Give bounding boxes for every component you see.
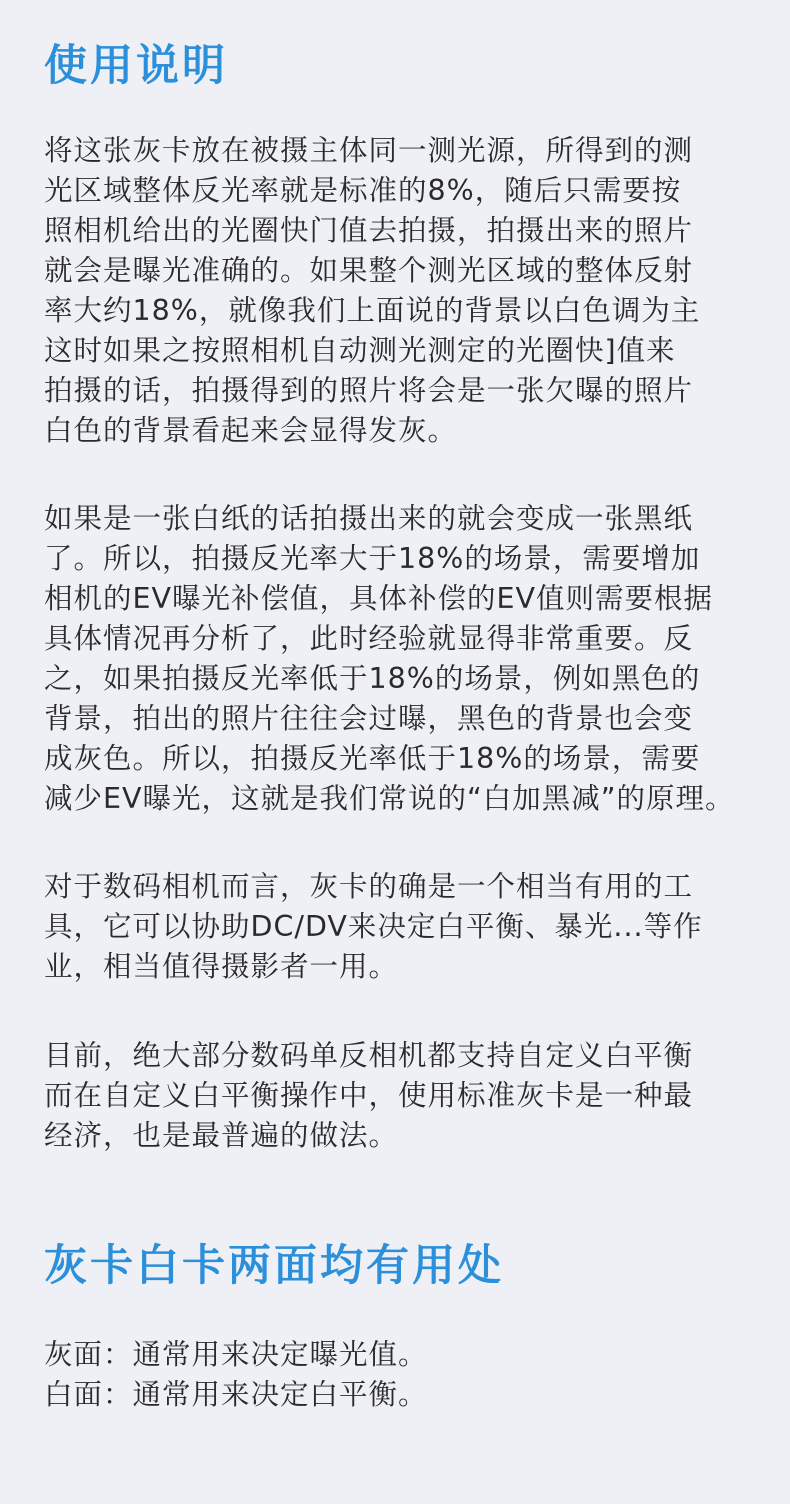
text-line: 照相机给出的光圈快门值去拍摄，拍摄出来的照片 [44, 214, 694, 247]
text-line: 具，它可以协助DC/DV来决定白平衡、暴光...等作 [44, 910, 703, 943]
paragraph-sides-usage [44, 1335, 428, 1415]
text-line: 对于数码相机而言，灰卡的确是一个相当有用的工 [44, 870, 694, 903]
text-line: 减少EV曝光，这就是我们常说的“白加黑减”的原理。 [44, 782, 735, 815]
text-line: 就会是曝光准确的。如果整个测光区域的整体反射 [44, 254, 694, 287]
text-line: 白面：通常用来决定白平衡。 [44, 1378, 428, 1411]
text-line: 业，相当值得摄影者一用。 [44, 950, 399, 983]
text-line: 将这张灰卡放在被摄主体同一测光源，所得到的测 [44, 134, 694, 167]
paragraph-digital-camera [44, 867, 703, 987]
text-line: 相机的EV曝光补偿值，具体补偿的EV值则需要根据 [44, 582, 714, 615]
paragraph-ev-compensation [44, 499, 735, 819]
paragraph-gray-card-metering [44, 131, 700, 451]
text-line: 经济，也是最普遍的做法。 [44, 1119, 399, 1152]
text-line: 如果是一张白纸的话拍摄出来的就会变成一张黑纸 [44, 502, 694, 535]
text-line: 具体情况再分析了，此时经验就显得非常重要。反 [44, 622, 694, 655]
text-line: 了。所以，拍摄反光率大于18%的场景，需要增加 [44, 542, 701, 575]
section-title-two-sides: 灰卡白卡两面均有用处 [44, 1241, 504, 1291]
text-line: 率大约18%，就像我们上面说的背景以白色调为主 [44, 294, 701, 327]
text-line: 而在自定义白平衡操作中，使用标准灰卡是一种最 [44, 1079, 694, 1112]
paragraph-white-balance [44, 1036, 693, 1156]
section-title-usage: 使用说明 [44, 41, 228, 91]
text-line: 成灰色。所以，拍摄反光率低于18%的场景，需要 [44, 742, 701, 775]
text-line: 之，如果拍摄反光率低于18%的场景，例如黑色的 [44, 662, 701, 695]
text-line: 光区域整体反光率就是标准的8%，随后只需要按 [44, 174, 682, 207]
text-line: 灰面：通常用来决定曝光值。 [44, 1338, 428, 1371]
text-line: 拍摄的话，拍摄得到的照片将会是一张欠曝的照片 [44, 374, 694, 407]
text-line: 目前，绝大部分数码单反相机都支持自定义白平衡 [44, 1039, 694, 1072]
text-line: 这时如果之按照相机自动测光测定的光圈快]值来 [44, 334, 676, 367]
text-line: 白色的背景看起来会显得发灰。 [44, 414, 458, 447]
text-line: 背景，拍出的照片往往会过曝，黑色的背景也会变 [44, 702, 694, 735]
